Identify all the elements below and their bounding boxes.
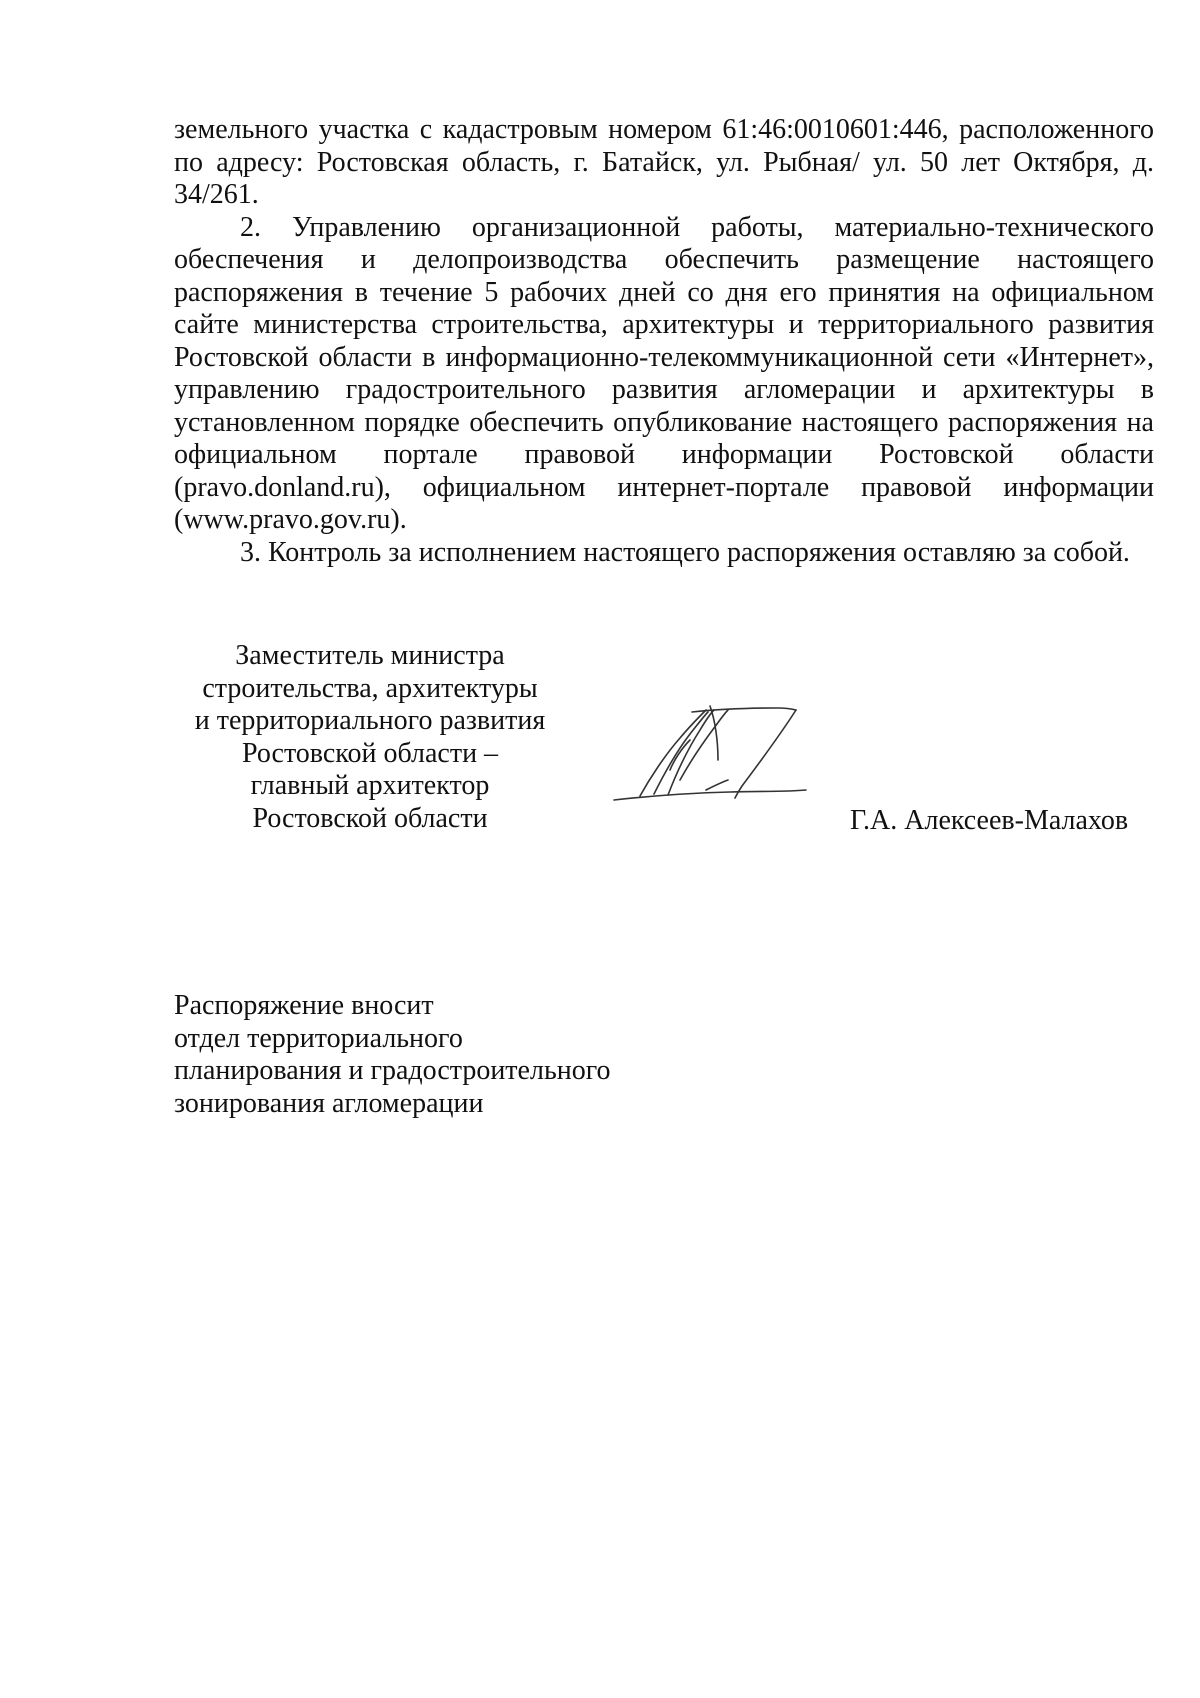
- position-line: строительства, архитектуры: [202, 672, 538, 704]
- submitter-line: планирования и градостроительного: [174, 1055, 611, 1086]
- submitter-note: [174, 990, 774, 1120]
- paragraph-item-2: 2. Управлению организационной работы, материально-технического обеспечения и делопроизводства обеспечить размещение настоящего распоряжения в течение 5 рабочих дней со дня его принятия на официальном сайте министерства строительства, архитектуры и территориального развития Ростовской области в информационно-телекоммуникационной сети «Интернет», управлению градостроительного развития агломерации и архитектуры в установленном порядке обеспечить опубликование настоящего распоряжения на официальном портале правовой информации Ростовской области (pravo.donland.ru), официальном интернет-портале правовой информации (www.pravo.gov.ru).: [174, 211, 1154, 535]
- submitter-line: отдел территориального: [174, 1022, 463, 1054]
- signatory-position: [170, 640, 570, 835]
- handwritten-signature: [610, 700, 810, 810]
- position-line: и территориального развития: [194, 705, 546, 736]
- signatory-name: Г.А. Алексеев-Малахов: [850, 805, 1129, 836]
- submitter-line: зонирования агломерации: [174, 1087, 484, 1119]
- document-body: [174, 114, 1154, 569]
- position-line: Ростовской области –: [241, 737, 499, 769]
- submitter-line: Распоряжение вносит: [174, 990, 434, 1021]
- position-line: Ростовской области: [252, 802, 488, 834]
- paragraph-continuation: земельного участка с кадастровым номером 61:46:0010601:446, расположенного по адресу: Ростовская область, г. Батайск, ул. Рыбная/ ул. 50 лет Октября, д. 34/261.: [174, 114, 1154, 210]
- position-line: главный архитектор: [250, 770, 490, 801]
- position-line: Заместитель министра: [235, 640, 505, 671]
- paragraph-item-3: 3. Контроль за исполнением настоящего распоряжения оставляю за собой.: [240, 536, 1130, 568]
